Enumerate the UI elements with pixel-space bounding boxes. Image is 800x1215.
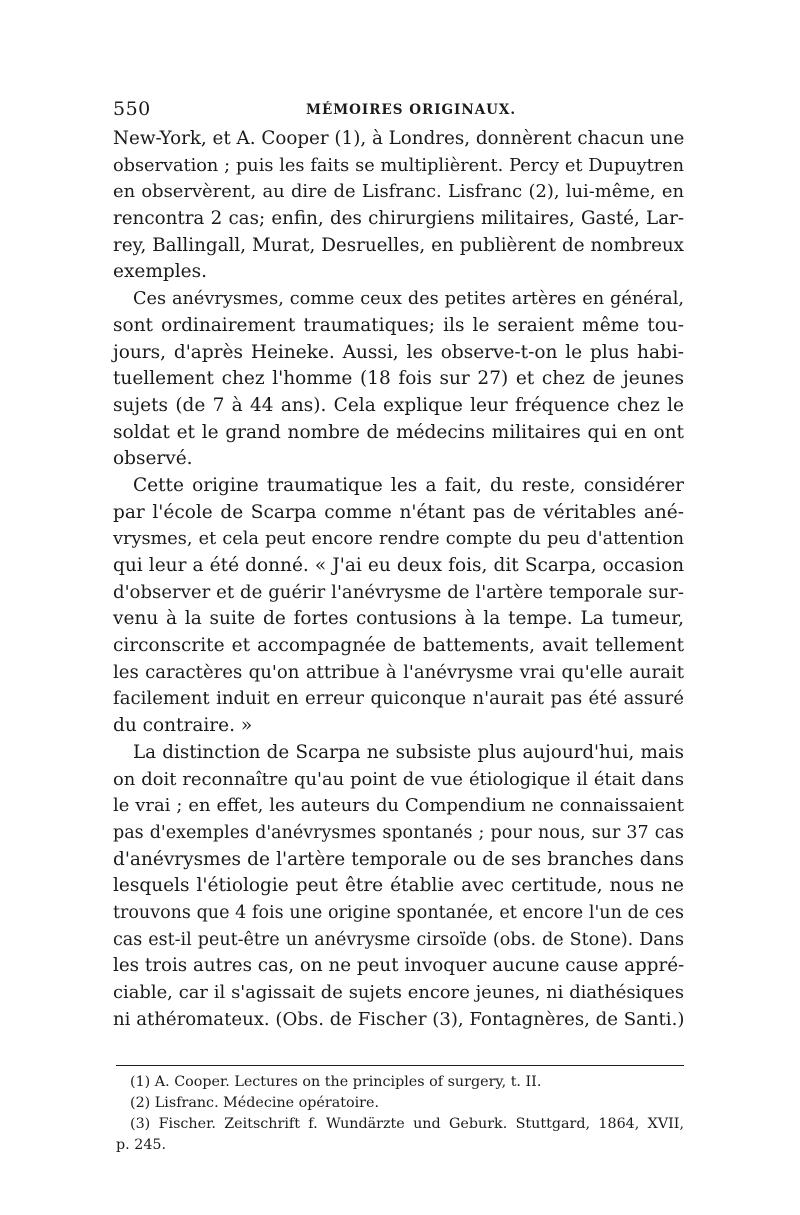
text-line: pas d'exemples d'anévrysmes spontanés ; pour nous, sur 37 cas (113, 822, 684, 843)
text-line: qui leur a été donné. « J'ai eu deux fois, dit Scarpa, occasion (113, 555, 684, 576)
text-line: Ces anévrysmes, comme ceux des petites artères en général, (133, 289, 684, 310)
text-line: La distinction de Scarpa ne subsiste plus aujourd'hui, mais (133, 741, 684, 763)
text-line: on doit reconnaître qu'au point de vue étiologique il était dans (113, 768, 684, 790)
text-line: d'observer et de guérir l'anévrysme de l'artère temporale sur- (113, 581, 684, 603)
text-line: circonscrite et accompagnée de battements, avait tellement (113, 635, 684, 657)
text-line: d'anévrysmes de l'artère temporale ou de ses branches dans (113, 848, 684, 870)
text-line: venu à la suite de fortes contusions à la tempe. La tumeur, (113, 608, 684, 630)
text-line: tuellement chez l'homme (18 fois sur 27) et chez de jeunes (113, 368, 684, 390)
text-line: observé. (113, 448, 193, 470)
text-line: le vrai ; en effet, les auteurs du Compendium ne connaissaient (113, 795, 684, 817)
text-line: jours, d'après Heineke. Aussi, les observe-t-on le plus habi- (113, 341, 684, 363)
text-line: sujets (de 7 à 44 ans). Cela explique leur fréquence chez le (113, 394, 684, 416)
page-number: 550 (113, 98, 151, 120)
text-line: facilement induit en erreur quiconque n'aurait pas été assuré (113, 688, 684, 710)
text-line: trouvons que 4 fois une origine spontanée, et encore l'un de ces (113, 902, 684, 923)
text-line: vrysmes, et cela peut encore rendre compte du peu d'attention (113, 529, 684, 550)
footnote: (3) Fischer. Zeitschrift f. Wundärzte und Geburk. Stuttgard, 1864, XVII, (130, 1116, 684, 1132)
body-text (113, 126, 684, 1033)
text-line: lesquels l'étiologie peut être établie avec certitude, nous ne (113, 875, 684, 897)
running-title: MÉMOIRES ORIGINAUX. (306, 102, 517, 118)
text-line: cas est-il peut-être un anévrysme cirsoïde (obs. de Stone). Dans (113, 929, 684, 950)
text-line: sont ordinairement traumatiques; ils le seraient même tou- (113, 314, 684, 336)
text-line: Cette origine traumatique les a fait, du reste, considérer (133, 474, 684, 496)
text-line: en observèrent, au dire de Lisfranc. Lisfranc (2), lui-même, en (113, 181, 684, 203)
text-line: exemples. (113, 261, 207, 283)
footnote: (2) Lisfranc. Médecine opératoire. (130, 1095, 380, 1111)
text-line: les trois autres cas, on ne peut invoquer aucune cause appré- (113, 955, 685, 977)
footnote: p. 245. (116, 1137, 167, 1153)
text-line: rey, Ballingall, Murat, Desruelles, en publièrent de nombreux (113, 234, 684, 256)
text-line: les caractères qu'on attribue à l'anévrysme vrai qu'elle aurait (113, 661, 684, 683)
text-line: par l'école de Scarpa comme n'étant pas de véritables ané- (113, 501, 684, 523)
text-line: New-York, et A. Cooper (1), à Londres, donnèrent chacun une (113, 128, 685, 149)
text-line: ciable, car il s'agissait de sujets encore jeunes, ni diathésiques (113, 982, 684, 1003)
text-line: observation ; puis les faits se multiplièrent. Percy et Dupuytren (113, 155, 684, 176)
text-line: rencontra 2 cas; enfin, des chirurgiens militaires, Gasté, Lar- (113, 208, 684, 230)
footnotes (116, 1072, 684, 1156)
text-line: ni athéromateux. (Obs. de Fischer (3), Fontagnères, de Santi.) (113, 1008, 685, 1030)
footnote-divider (116, 1065, 684, 1066)
text-line: du contraire. » (113, 715, 253, 737)
footnote: (1) A. Cooper. Lectures on the principles of surgery, t. II. (130, 1074, 542, 1090)
text-line: soldat et le grand nombre de médecins militaires qui en ont (113, 421, 684, 443)
page-header (113, 98, 683, 124)
